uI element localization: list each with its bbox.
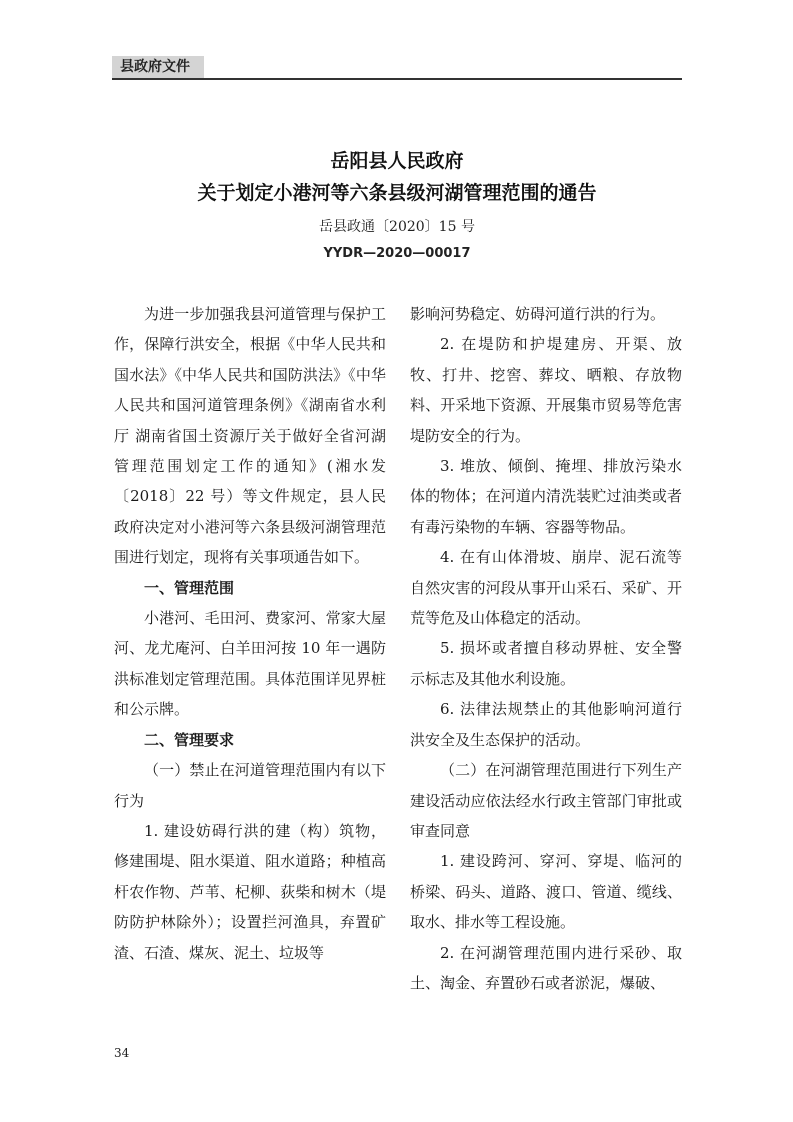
right-column	[410, 299, 682, 998]
approval-item-2: 2. 在河湖管理范围内进行采砂、取土、淘金、弃置砂石或者淤泥，爆破、	[410, 943, 682, 992]
issuer-title: 岳阳县人民政府	[330, 150, 464, 172]
item-2: 2. 在堤防和护堤建房、开渠、放牧、打井、挖窖、葬坟、晒粮、存放物料、开采地下资源、开展集市贸易等危害堤防安全的行为。	[410, 335, 682, 445]
subsection-approval: （二）在河湖管理范围进行下列生产建设活动应依法经水行政主管部门审批或审查同意	[410, 761, 682, 840]
section-heading-requirements: 二、管理要求	[144, 730, 235, 749]
document-number: 岳县政通〔2020〕15 号	[319, 219, 475, 235]
document-code: YYDR—2020—00017	[323, 246, 471, 261]
approval-item-1: 1. 建设跨河、穿河、穿堤、临河的桥梁、码头、道路、渡口、管道、缆线、取水、排水等工程设施。	[410, 852, 682, 932]
scope-paragraph: 小港河、毛田河、费家河、常家大屋河、龙尤庵河、白羊田河按 10 年一遇防洪标准划定管理范围。具体范围详见界桩和公示牌。	[114, 609, 386, 719]
item-5: 5. 损坏或者擅自移动界桩、安全警示标志及其他水利设施。	[410, 639, 682, 688]
subsection-prohibited: （一）禁止在河道管理范围内有以下行为	[114, 761, 386, 810]
intro-paragraph: 为进一步加强我县河道管理与保护工作，保障行洪安全，根据《中华人民共和国水法》《中华人民共和国防洪法》《中华人民共和国河道管理条例》《湖南省水利厅 湖南省国土资源厅关于做好全省河湖管理范围划定工作的通知》(湘水发〔2018〕22 号）等文件规定，县人民政府决定对小港河等六条县级河湖管理范围进行划定，现将有关事项通告如下。	[114, 305, 386, 567]
item-3: 3. 堆放、倾倒、掩埋、排放污染水体的物体；在河道内清洗装贮过油类或者有毒污染物的车辆、容器等物品。	[410, 457, 682, 536]
section-tag: 县政府文件	[112, 56, 204, 78]
item-1-continued: 影响河势稳定、妨碍河道行洪的行为。	[410, 305, 666, 323]
item-6: 6. 法律法规禁止的其他影响河道行洪安全及生态保护的活动。	[410, 700, 682, 749]
section-heading-scope: 一、管理范围	[144, 578, 235, 597]
item-1: 1. 建设妨碍行洪的建（构）筑物，修建围堤、阻水渠道、阻水道路；种植高杆农作物、芦苇、杞柳、荻柴和树木（堤防防护林除外）；设置拦河渔具，弃置矿渣、石渣、煤灰、泥土、垃圾等	[114, 821, 386, 962]
item-4: 4. 在有山体滑坡、崩岸、泥石流等自然灾害的河段从事开山采石、采矿、开荒等危及山体稳定的活动。	[410, 548, 682, 628]
page-number: 34	[114, 1046, 130, 1060]
left-column	[114, 299, 386, 968]
header-rule	[112, 78, 682, 80]
notice-title: 关于划定小港河等六条县级河湖管理范围的通告	[197, 182, 597, 204]
